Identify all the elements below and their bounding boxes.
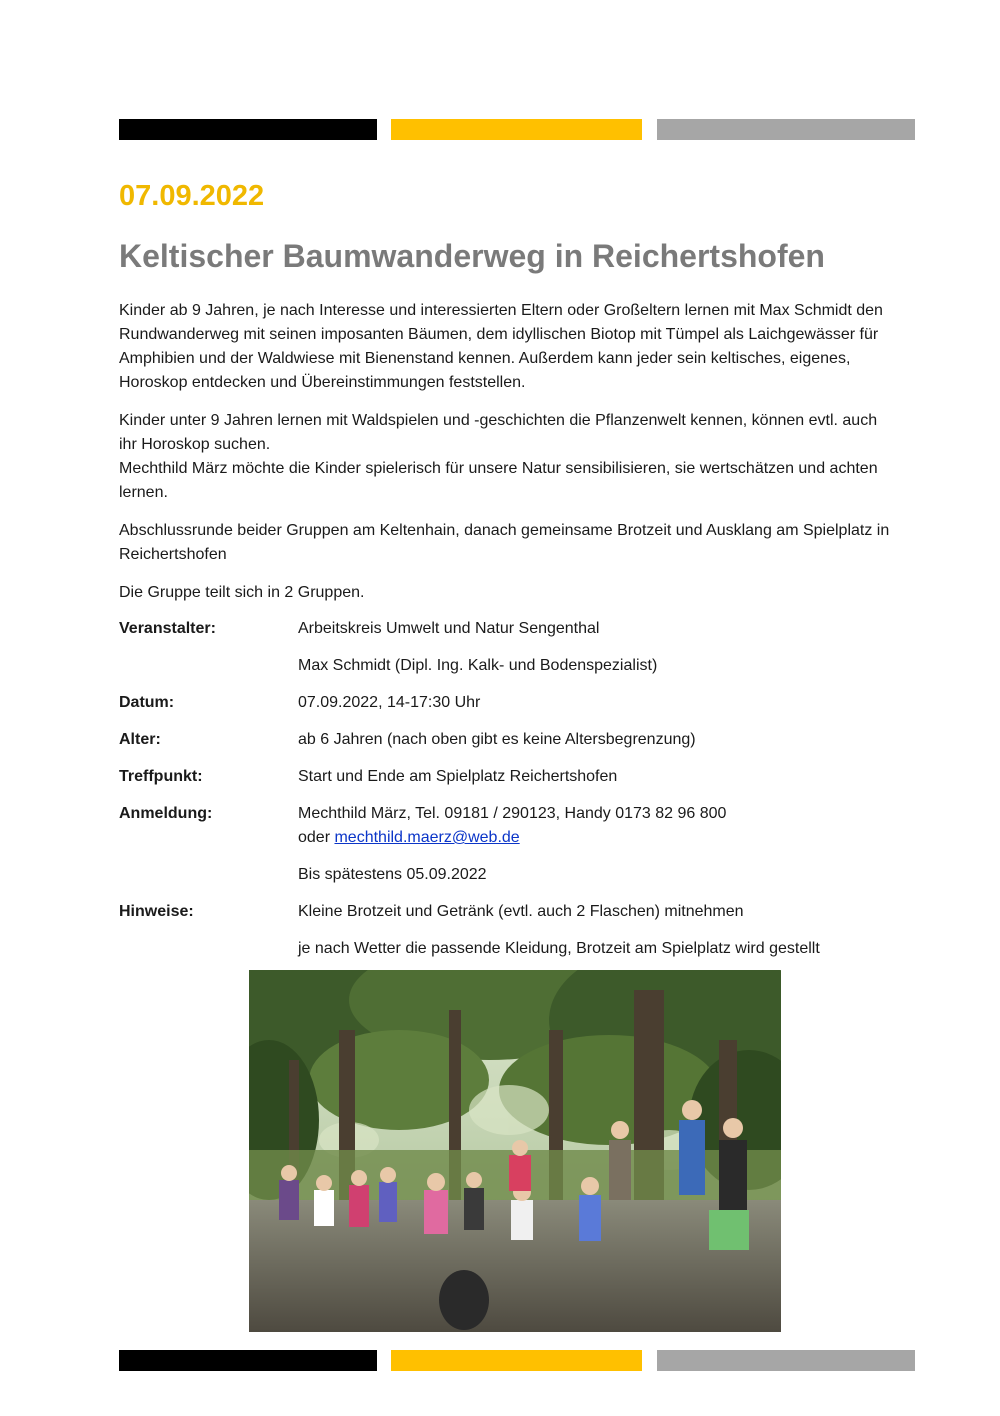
info-row-hinweise <box>119 900 919 924</box>
info-value: ab 6 Jahren (nach oben gibt es keine Altersbegrenzung) <box>298 731 696 748</box>
bottom-stripe-gray <box>657 1350 915 1371</box>
event-date-heading: 07.09.2022 <box>119 180 265 212</box>
info-row-datum <box>119 691 919 715</box>
info-row-alter <box>119 728 919 752</box>
paragraph-older-children: Kinder ab 9 Jahren, je nach Interesse und interessierten Eltern oder Großeltern lernen mit Max Schmidt den Rundwanderweg mit seinen imposanten Bäumen, dem idyllischen Biotop mit Tümpel als Laichgewässer für Amphibien und der Waldwiese mit Bienenstand kennen. Außerdem kann jeder sein keltisches, eigenes, Horoskop entdecken und Übereinstimmungen feststellen. <box>119 302 883 391</box>
email-link[interactable]: mechthild.maerz@web.de <box>334 829 520 846</box>
info-label: Datum: <box>119 694 175 711</box>
info-label-empty <box>119 863 298 887</box>
info-value: Kleine Brotzeit und Getränk (evtl. auch 2 Flaschen) mitnehmen <box>298 903 744 920</box>
paragraph-closing-round: Abschlussrunde beider Gruppen am Keltenhain, danach gemeinsame Brotzeit und Ausklang am Spielplatz in Reichertshofen <box>119 522 890 563</box>
paragraph-mechthild-text: Mechthild März möchte die Kinder spielerisch für unsere Natur sensibilisieren, sie wertschätzen und achten lernen. <box>119 460 878 501</box>
bottom-stripe-black <box>119 1350 377 1371</box>
info-value: 07.09.2022, 14-17:30 Uhr <box>298 694 481 711</box>
info-value: Start und Ende am Spielplatz Reichertshofen <box>298 768 618 785</box>
top-stripe-black <box>119 119 377 140</box>
info-label: Anmeldung: <box>119 805 213 822</box>
paragraph-younger-children-text: Kinder unter 9 Jahren lernen mit Waldspielen und -geschichten die Pflanzenwelt kennen, können evtl. auch ihr Horoskop suchen. <box>119 412 878 453</box>
info-value <box>298 802 919 850</box>
anmeldung-oder: oder <box>298 829 335 846</box>
event-info-table <box>119 617 919 974</box>
event-description <box>119 299 899 605</box>
paragraph-groups: Die Gruppe teilt sich in 2 Gruppen. <box>119 584 365 601</box>
info-label: Treffpunkt: <box>119 768 203 785</box>
info-value: Arbeitskreis Umwelt und Natur Sengenthal <box>298 620 600 637</box>
info-value: Max Schmidt (Dipl. Ing. Kalk- und Bodenspezialist) <box>298 657 658 674</box>
anmeldung-contact: Mechthild März, Tel. 09181 / 290123, Handy 0173 82 96 800 <box>298 805 727 822</box>
paragraph-younger-children <box>119 409 899 505</box>
info-row-hinweise-2 <box>119 937 919 961</box>
info-label: Alter: <box>119 731 161 748</box>
group-photo-forest <box>249 970 781 1332</box>
info-label: Veranstalter: <box>119 620 216 637</box>
event-title: Keltischer Baumwanderweg in Reichertshofen <box>119 238 825 274</box>
info-row-treffpunkt <box>119 765 919 789</box>
info-row-veranstalter <box>119 617 919 641</box>
top-stripe-gray <box>657 119 915 140</box>
info-row-anmeldung <box>119 802 919 850</box>
top-stripe-yellow <box>391 119 642 140</box>
info-label-empty <box>119 654 298 678</box>
info-label: Hinweise: <box>119 903 194 920</box>
info-label-empty <box>119 937 298 961</box>
info-row-deadline <box>119 863 919 887</box>
info-value: je nach Wetter die passende Kleidung, Brotzeit am Spielplatz wird gestellt <box>298 940 820 957</box>
bottom-stripe-yellow <box>391 1350 642 1371</box>
info-value: Bis spätestens 05.09.2022 <box>298 866 487 883</box>
info-row-veranstalter-2 <box>119 654 919 678</box>
